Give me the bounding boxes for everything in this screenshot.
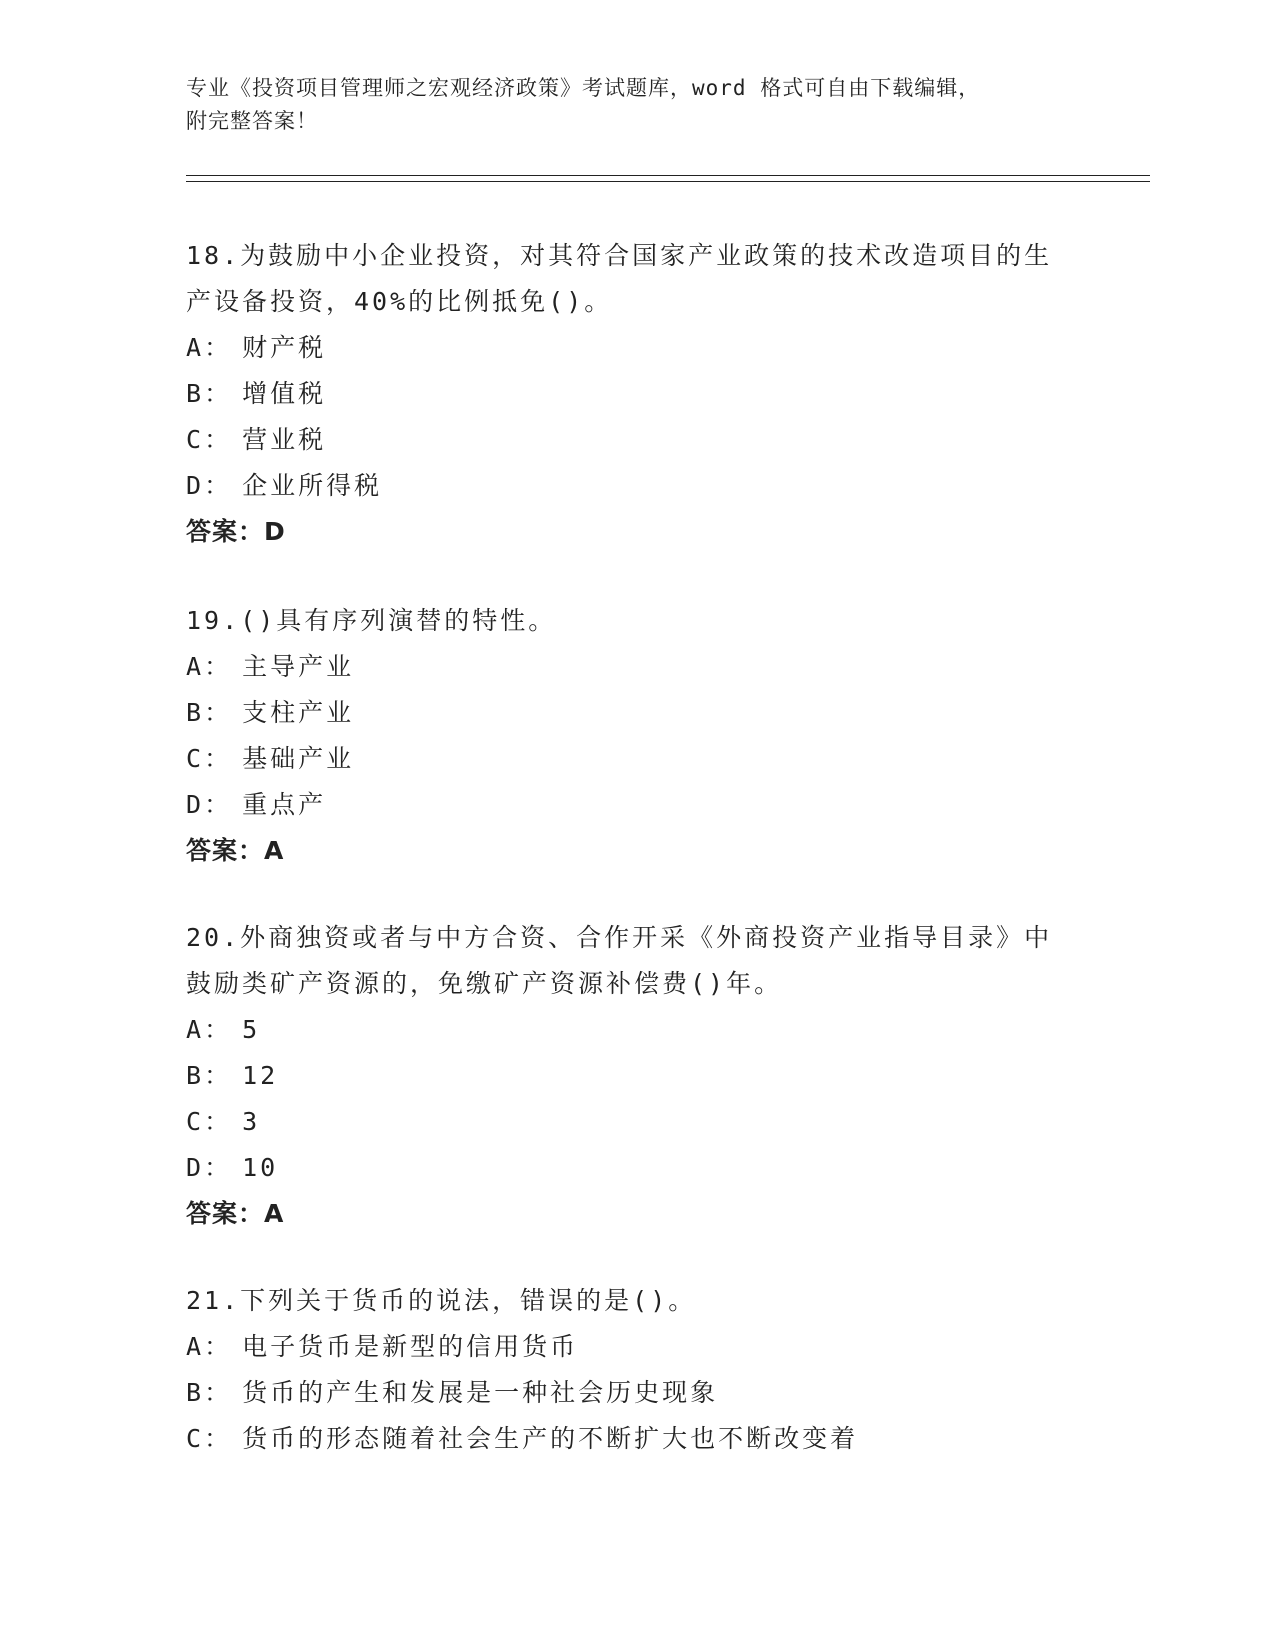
- option-text: 支柱产业: [242, 698, 355, 727]
- document-header: [186, 72, 1086, 138]
- question-stem-line: 产设备投资，40%的比例抵免()。: [186, 287, 613, 316]
- option-text: 主导产业: [242, 652, 355, 681]
- question-18: [186, 233, 1086, 555]
- option-separator: ：: [204, 698, 233, 727]
- header-line-1: 专业《投资项目管理师之宏观经济政策》考试题库，word 格式可自由下载编辑，: [186, 76, 981, 100]
- option-letter: C: [186, 1107, 205, 1136]
- option-b: [186, 1370, 1086, 1416]
- option-separator: ：: [204, 1061, 233, 1090]
- option-c: [186, 736, 1086, 782]
- option-letter: D: [186, 471, 205, 500]
- option-text: 基础产业: [242, 744, 355, 773]
- question-stem-line: 18.为鼓励中小企业投资，对其符合国家产业政策的技术改造项目的生: [186, 241, 1053, 270]
- option-text: 货币的产生和发展是一种社会历史现象: [242, 1378, 719, 1407]
- header-line-2: 附完整答案！: [186, 109, 318, 133]
- option-separator: ：: [204, 1424, 233, 1453]
- question-stem-line: 鼓励类矿产资源的，免缴矿产资源补偿费()年。: [186, 969, 783, 998]
- option-text: 3: [242, 1107, 261, 1136]
- option-letter: C: [186, 425, 205, 454]
- option-a: [186, 325, 1086, 371]
- answer-line: [186, 509, 1086, 555]
- option-letter: B: [186, 698, 205, 727]
- option-separator: ：: [204, 790, 233, 819]
- option-text: 5: [242, 1015, 261, 1044]
- question-20: [186, 915, 1086, 1237]
- question-stem-line: 19.()具有序列演替的特性。: [186, 606, 557, 635]
- header-divider-bottom: [186, 181, 1150, 182]
- option-separator: ：: [204, 333, 233, 362]
- option-letter: A: [186, 652, 205, 681]
- option-separator: ：: [204, 379, 233, 408]
- option-separator: ：: [204, 744, 233, 773]
- option-text: 营业税: [242, 425, 327, 454]
- option-text: 财产税: [242, 333, 327, 362]
- answer-line: [186, 1191, 1086, 1237]
- header-divider-top: [186, 175, 1150, 176]
- option-letter: D: [186, 790, 205, 819]
- answer-label: 答案：: [186, 1199, 265, 1228]
- option-text: 增值税: [242, 379, 327, 408]
- option-a: [186, 1007, 1086, 1053]
- option-separator: ：: [204, 425, 233, 454]
- option-a: [186, 1324, 1086, 1370]
- option-d: [186, 463, 1086, 509]
- option-b: [186, 1053, 1086, 1099]
- answer-label: 答案：: [186, 836, 265, 865]
- option-separator: ：: [204, 1015, 233, 1044]
- option-letter: B: [186, 379, 205, 408]
- option-b: [186, 690, 1086, 736]
- option-letter: B: [186, 1378, 205, 1407]
- answer-label: 答案：: [186, 517, 265, 546]
- option-text: 重点产: [242, 790, 327, 819]
- option-letter: B: [186, 1061, 205, 1090]
- option-letter: A: [186, 333, 205, 362]
- answer-value: A: [264, 1199, 285, 1228]
- question-stem-line: 21.下列关于货币的说法，错误的是()。: [186, 1286, 697, 1315]
- option-separator: ：: [204, 1107, 233, 1136]
- option-text: 12: [242, 1061, 279, 1090]
- answer-value: A: [264, 836, 285, 865]
- answer-value: D: [264, 517, 286, 546]
- option-c: [186, 417, 1086, 463]
- option-d: [186, 782, 1086, 828]
- option-letter: D: [186, 1153, 205, 1182]
- option-d: [186, 1145, 1086, 1191]
- question-19: [186, 598, 1086, 874]
- option-c: [186, 1416, 1086, 1462]
- option-a: [186, 644, 1086, 690]
- option-separator: ：: [204, 471, 233, 500]
- option-separator: ：: [204, 652, 233, 681]
- option-separator: ：: [204, 1378, 233, 1407]
- option-text: 企业所得税: [242, 471, 383, 500]
- option-separator: ：: [204, 1332, 233, 1361]
- answer-line: [186, 828, 1086, 874]
- option-text: 货币的形态随着社会生产的不断扩大也不断改变着: [242, 1424, 859, 1453]
- option-text: 10: [242, 1153, 279, 1182]
- option-letter: A: [186, 1015, 205, 1044]
- option-letter: A: [186, 1332, 205, 1361]
- option-c: [186, 1099, 1086, 1145]
- option-letter: C: [186, 1424, 205, 1453]
- question-21: [186, 1278, 1086, 1462]
- question-stem-line: 20.外商独资或者与中方合资、合作开采《外商投资产业指导目录》中: [186, 923, 1053, 952]
- option-separator: ：: [204, 1153, 233, 1182]
- option-text: 电子货币是新型的信用货币: [242, 1332, 579, 1361]
- option-letter: C: [186, 744, 205, 773]
- option-b: [186, 371, 1086, 417]
